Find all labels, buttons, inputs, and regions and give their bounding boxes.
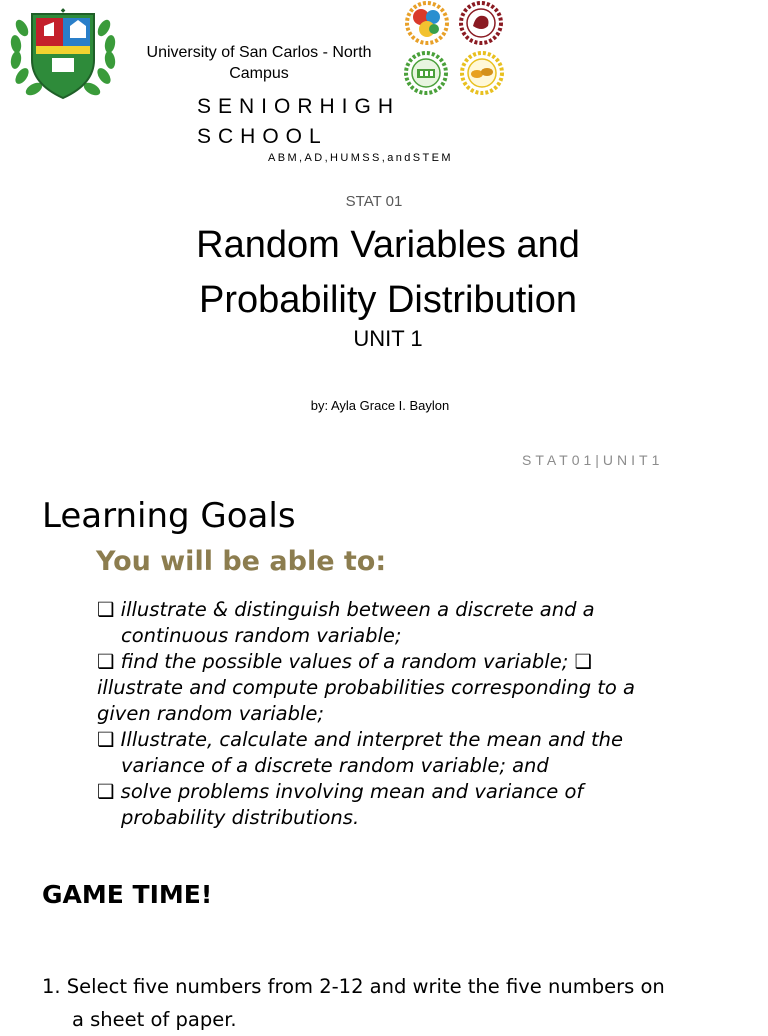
goal-line: ❑ illustrate & distinguish between a discrete and a: [97, 598, 595, 621]
author-line: by: Ayla Grace I. Baylon: [310, 398, 450, 413]
game-step-1-line2: a sheet of paper.: [72, 1008, 237, 1031]
title-line2: Probability Distribution: [198, 279, 578, 321]
school-tracks: ABM,AD,HUMSS,andSTEM: [268, 152, 453, 164]
svg-text:◆: ◆: [60, 7, 66, 14]
goal-line: ❑ find the possible values of a random variable; ❑: [97, 650, 592, 673]
running-header: STAT01|UNIT1: [522, 452, 664, 468]
title-line1: Random Variables and: [196, 224, 580, 266]
goal-line: illustrate and compute probabilities corresponding to a: [97, 676, 636, 699]
university-seal-logo: [8, 0, 118, 104]
university-name-line1: University of San Carlos - North: [146, 44, 372, 61]
department-logo-3: [403, 50, 449, 96]
goal-line: ❑ solve problems involving mean and variance of: [97, 780, 584, 803]
goal-line: ❑ Illustrate, calculate and interpret the mean and the: [97, 728, 623, 751]
department-logo-1: [404, 0, 450, 46]
unit-label: UNIT 1: [353, 326, 423, 351]
department-logo-4: [459, 50, 505, 96]
university-name-line2: Campus: [229, 65, 289, 82]
course-code: STAT 01: [345, 193, 403, 210]
goal-line: given random variable;: [97, 702, 324, 725]
department-logo-2: [458, 0, 504, 46]
learning-goals-list: [97, 597, 717, 831]
goal-line: variance of a discrete random variable; and: [121, 754, 549, 777]
goal-line: continuous random variable;: [121, 624, 402, 647]
document-title: [0, 218, 768, 328]
game-step-1-line1: 1. Select five numbers from 2-12 and write the five numbers on: [42, 975, 665, 998]
school-name-line1: SENIORHIGH: [197, 95, 401, 118]
school-name: [197, 92, 400, 152]
game-step-1: [42, 970, 665, 1036]
learning-goals-subheading: You will be able to:: [96, 546, 387, 577]
goal-line: probability distributions.: [121, 806, 360, 829]
game-time-heading: GAME TIME!: [42, 880, 213, 909]
learning-goals-heading: Learning Goals: [42, 496, 296, 536]
school-name-line2: SCHOOL: [197, 125, 328, 148]
